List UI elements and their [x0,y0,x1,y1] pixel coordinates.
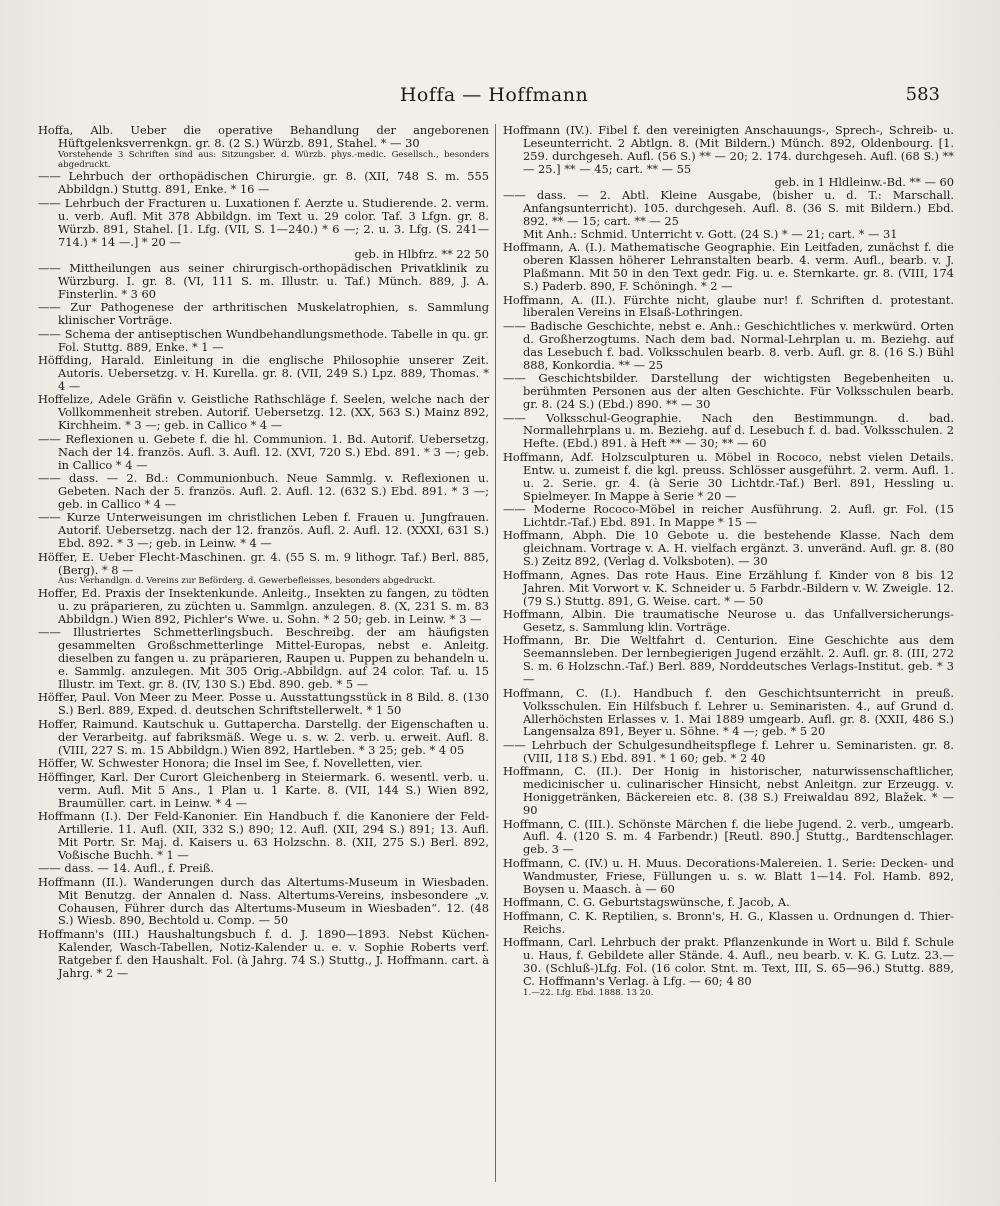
entry-price-line: geb. in 1 Hldleinw.-Bd. ** — 60 [774,174,954,189]
entry-text: Höffinger, Karl. Der Curort Gleichenberg in Steiermark. 6. wesentl. verb. u. verm. Aufl. Mit 5 Ans., 1 Plan u. 1 Karte. 8. (VII, 144 S.) Wien 892, Braumüller. cart. in Leinw. * 4 — [38,769,489,810]
bibliography-entry [38,511,489,550]
entry-text: Hoffmann, Albin. Die traumatische Neurose u. das Unfallversicherungs-Gesetz, s. Sammlung klin. Vorträge. [503,607,954,634]
bibliography-entry [503,124,954,189]
entry-text: —— Lehrbuch der Fracturen u. Luxationen f. Aerzte u. Studierende. 2. verm. u. verb. Aufl. Mit 378 Abbildgn. im Text u. 29 color. Taf. 3 Lfgn. gr. 8. Würzb. 891, Stahel. [1. Lfg. (VII, S. 1—240.) * 6 —; 2. u. 3. Lfg. (S. 241—714.) * 14 —.] * 20 — [38,195,489,249]
bibliography-entry [38,472,489,511]
left-column [38,124,496,1182]
page-header [48,84,940,118]
entry-text: Hoffmann, Carl. Lehrbuch der prakt. Pflanzenkunde in Wort u. Bild f. Schule u. Haus, f. Gebildete aller Stände. 4. Aufl., neu bearb. v. K. G. Lutz. 23.—30. (Schluß-)Lfg. Fol. (16 color. Stnt. m. Text, III, S. 65—96.) Stuttg. 889, C. Hoffmann's Verlag. à Lfg. — 60; 4 80 [503,935,954,988]
entry-text: Hoffmann, Adf. Holzsculpturen u. Möbel in Rococo, nebst vielen Details. Entw. u. zumeist f. die kgl. preuss. Schlösser ausgeführt. 2. verm. Aufl. 1. u. 2. Serie. gr. 4. (à Serie 30 Lichtdr.-Taf.) Berl. 891, Hessling u. Spielmeyer. In Mappe à Serie * 20 — [503,449,954,503]
bibliography-entry [38,551,489,587]
entry-text: Hoffelize, Adele Gräfin v. Geistliche Rathschläge f. Seelen, welche nach der Vollkommenheit streben. Autorif. Uebersetzg. 12. (XX, 563 S.) Mainz 892, Kirchheim. * 3 —; geb. in Callico * 4 — [38,392,489,433]
entry-text: Hoffmann, C. G. Geburtstagswünsche, f. Jacob, A. [503,895,790,910]
bibliography-entry [503,765,954,817]
bibliography-entry [503,687,954,739]
bibliography-entry [503,412,954,451]
entry-text: —— Kurze Unterweisungen im christlichen Leben f. Frauen u. Jungfrauen. Autorif. Uebersetzg. nach der 12. französ. Aufl. 2. Aufl. 12. (XXXI, 631 S.) Ebd. 892. * 3 —; geb. in Leinw. * 4 — [38,510,489,551]
entry-text: Höffding, Harald. Einleitung in die englische Philosophie unserer Zeit. Autoris. Uebersetzg. v. H. Kurella. gr. 8. (VII, 249 S.) Lpz. 889, Thomas. * 4 — [38,353,489,393]
entry-text: Hoffmann, C. (II.). Der Honig in historischer, naturwissenschaftlicher, medicinischer u. culinarischer Hinsicht, nebst Anleitgn. zur Erzeugg. v. Honiggetränken, Bäckereien etc. 8. (38 S.) Freiwaldau 892, Blažek. * — 90 [503,764,954,818]
entry-text: —— Moderne Rococo-Möbel in reicher Ausführung. 2. Aufl. gr. Fol. (15 Lichtdr.-Taf.) Ebd. 891. In Mappe * 15 — [503,502,954,529]
entry-text: Hoffmann, Abph. Die 10 Gebote u. die bestehende Klasse. Nach dem gleichnam. Vortrage v. A. H. vielfach ergänzt. 3. unveränd. Aufl. gr. 8. (80 S.) Zeitz 892, (Verlag d. Volksboten). — 30 [503,528,954,569]
bibliography-entry [503,634,954,686]
right-column [496,124,954,1182]
entry-text: Hoffmann, A. (I.). Mathematische Geographie. Ein Leitfaden, zunächst f. die oberen Klassen höherer Lehranstalten bearb. 4. verm. Aufl., bearb. v. J. Plaßmann. Mit 50 in den Text gedr. Fig. u. e. Sternkarte. gr. 8. (VIII, 174 S.) Paderb. 890, F. Schöningh. * 2 — [503,240,954,294]
entry-price-line: geb. in Hlbfrz. ** 22 50 [354,247,489,262]
bibliography-entry [38,876,489,928]
entry-text: —— Mittheilungen aus seiner chirurgisch-orthopädischen Privatklinik zu Würzburg. I. gr. 8. (VI, 111 S. m. Illustr. u. Taf.) Münch. 889, J. A. Finsterlin. * 3 60 [38,260,489,301]
bibliography-entry [503,910,954,936]
bibliography-entry [38,771,489,810]
entry-text: —— Reflexionen u. Gebete f. die hl. Communion. 1. Bd. Autorif. Uebersetzg. Nach der 14. französ. Aufl. 3. Aufl. 12. (XVI, 720 S.) Ebd. 891. * 3 —; geb. in Callico * 4 — [38,431,489,472]
bibliography-entry [503,451,954,503]
bibliography-entry [503,818,954,857]
bibliography-entry [38,626,489,691]
entry-text: Hoffer, Ed. Praxis der Insektenkunde. Anleitg., Insekten zu fangen, zu tödten u. zu präparieren, zu züchten u. Sammlgn. anzulegen. 8. (X, 231 S. m. 83 Abbildgn.) Wien 892, Pichler's Wwe. u. Sohn. * 2 50; geb. in Leinw. * 3 — [38,586,489,626]
entry-text: Hoffmann, A. (II.). Fürchte nicht, glaube nur! f. Schriften d. protestant. liberalen Vereins in Elsaß-Lothringen. [503,292,954,320]
bibliography-entry [503,372,954,411]
bibliography-entry [38,170,489,196]
bibliography-entry [503,320,954,372]
bibliography-entry [38,718,489,757]
bibliography-entry [503,739,954,765]
entry-text: Hoffmann, C. K. Reptilien, s. Bronn's, H. G., Klassen u. Ordnungen d. Thier-Reichs. [503,908,954,936]
entry-text: —— Schema der antiseptischen Wundbehandlungsmethode. Tabelle in qu. gr. Fol. Stuttg. 889, Enke. * 1 — [38,326,489,354]
entry-text: —— dass. — 14. Aufl., f. Preiß. [38,861,214,876]
entry-text: Hoffmann's (III.) Haushaltungsbuch f. d. J. 1890—1893. Nebst Küchen-Kalender, Wasch-Tabellen, Notiz-Kalender u. e. v. Sophie Roberts verf. Ratgeber f. den Haushalt. Fol. (à Jahrg. 74 S.) Stuttg., J. Hoffmann. cart. à Jahrg. * 2 — [38,926,489,980]
entry-text: —— dass. — 2. Abtl. Kleine Ausgabe, (bisher u. d. T.: Marschall. Anfangsunterricht). 105. durchgeseh. Aufl. 8. (36 S. mit Bildern.) Ebd. 892. ** — 15; cart. ** — 25 [503,188,954,228]
bibliography-entry [503,294,954,320]
bibliography-entry [38,587,489,626]
bibliography-entry [38,124,489,170]
bibliography-entry [38,757,489,770]
entry-note: 1.—22. Lfg. Ebd. 1888. 13 20. [523,987,654,998]
bibliography-entry [503,189,954,241]
bibliography-entry [38,197,489,262]
bibliography-entry [38,393,489,432]
bibliography-entry [503,857,954,896]
entry-text: Hoffmann, Br. Die Weltfahrt d. Centurion. Eine Geschichte aus dem Seemannsleben. Der lernbegierigen Jugend erzählt. 2. Aufl. gr. 8. (III, 272 S. m. 6 Holzschn.-Taf.) Berl. 889, Norddeutsches Verlags-Institut. geb. * 3 — [503,633,954,687]
entry-text: Hoffmann (I.). Der Feld-Kanonier. Ein Handbuch f. die Kanoniere der Feld-Artillerie. 11. Aufl. (XII, 332 S.) 890; 12. Aufl. (XII, 294 S.) 891; 13. Aufl. Mit Portr. Sr. Maj. d. Kaisers u. 63 Holzschn. 8. (XII, 275 S.) Berl. 892, Voßische Buchh. * 1 — [38,809,489,862]
entry-continuation: Mit Anh.: Schmid. Unterricht v. Gott. (24 S.) * — 21; cart. * — 31 [523,226,898,241]
bibliography-entry [503,936,954,998]
entry-text: Höffer, Paul. Von Meer zu Meer. Posse u. Ausstattungsstück in 8 Bild. 8. (130 S.) Berl. 889, Exped. d. deutschen Schriftstellerwelt. * 1 50 [38,690,489,718]
bibliography-entry [38,691,489,717]
entry-text: Hoffmann, C. (IV.) u. H. Muus. Decorations-Malereien. 1. Serie: Decken- und Wandmuster, Friese, Füllungen u. s. w. Blatt 1—14. Fol. Hamb. 892, Boysen u. Maasch. à — 60 [503,855,954,896]
entry-text: Hoffa, Alb. Ueber die operative Behandlung der angeborenen Hüftgelenksverrenkgn. gr. 8. (2 S.) Würzb. 891, Stahel. * — 30 [38,124,489,150]
entry-text: Hoffer, Raimund. Kautschuk u. Guttapercha. Darstellg. der Eigenschaften u. der Verarbeitg. auf fabriksmäß. Wege u. s. w. 2. verb. u. erweit. Aufl. 8. (VIII, 227 S. m. 15 Abbildgn.) Wien 892, Hartleben. * 3 25; geb. * 4 05 [38,716,489,757]
entry-text: —— dass. — 2. Bd.: Communionbuch. Neue Sammlg. v. Reflexionen u. Gebeten. Nach der 5. französ. Aufl. 2. Aufl. 12. (632 S.) Ebd. 891. * 3 —; geb. in Callico * 4 — [38,471,489,511]
entry-text: —— Zur Pathogenese der arthritischen Muskelatrophien, s. Sammlung klinischer Vorträge. [38,300,489,328]
bibliography-entry [38,928,489,980]
bibliography-entry [503,503,954,529]
entry-text: —— Geschichtsbilder. Darstellung der wichtigsten Begebenheiten u. berühmten Personen aus der alten Geschichte. Für Volksschulen bearb. gr. 8. (24 S.) (Ebd.) 890. ** — 30 [503,371,954,411]
entry-text: —— Lehrbuch der orthopädischen Chirurgie. gr. 8. (XII, 748 S. m. 555 Abbildgn.) Stuttg. 891, Enke. * 16 — [38,169,489,197]
entry-text: Hoffmann, C. (I.). Handbuch f. den Geschichtsunterricht in preuß. Volksschulen. Ein Hilfsbuch f. Lehrer u. Seminaristen. 4., auf Grund d. Allerhöchsten Erlasses v. 1. Mai 1889 umgearb. Aufl. gr. 8. (XXII, 486 S.) Langensalza 891, Beyer u. Söhne. * 4 —; geb. * 5 20 [503,685,954,739]
entry-text: Hoffmann, Agnes. Das rote Haus. Eine Erzählung f. Kinder von 8 bis 12 Jahren. Mit Vorwort v. K. Schneider u. 5 Farbdr.-Bildern v. W. Zweigle. 12. (79 S.) Stuttg. 891, G. Weise. cart. * — 50 [503,567,954,608]
bibliography-entry [503,608,954,634]
running-title: Hoffa — Hoffmann [399,84,589,106]
bibliography-entry [503,529,954,568]
entry-note: Vorstehende 3 Schriften sind aus: Sitzungsber. d. Würzb. phys.-medic. Gesellsch., besonders abgedruckt. [58,149,489,170]
entry-text: —— Volksschul-Geographie. Nach den Bestimmungn. d. bad. Normallehrplans u. m. Beziehg. auf d. Lesebuch f. d. bad. Volksschulen. 2 Hefte. (Ebd.) 891. à Heft ** — 30; ** — 60 [503,410,954,451]
entry-text: —— Lehrbuch der Schulgesundheitspflege f. Lehrer u. Seminaristen. gr. 8. (VIII, 118 S.) Ebd. 891. * 1 60; geb. * 2 40 [503,737,954,765]
entry-note: Aus: Verhandlgn. d. Vereins zur Beförderg. d. Gewerbefleisses, besonders abgedruckt. [58,576,436,587]
entry-text: —— Badische Geschichte, nebst e. Anh.: Geschichtliches v. merkwürd. Orten d. Großherzogtums. Nach dem bad. Normal-Lehrplan u. m. Beziehg. auf das Lesebuch f. bad. Volksschulen bearb. 8. verb. Aufl. gr. 8. (16 S.) Bühl 888, Konkordia. ** — 25 [503,318,954,372]
entry-text: Hoffmann (II.). Wanderungen durch das Altertums-Museum in Wiesbaden. Mit Benutzg. der Annalen d. Nass. Altertums-Vereins, insbesondere „v. Cohausen, Führer durch das Altertums-Museum in Wiesbaden“. 12. (48 S.) Wiesb. 890, Bechtold u. Comp. — 50 [38,874,489,928]
bibliography-entry [38,433,489,472]
bibliography-entry [38,810,489,862]
bibliography-entry [503,241,954,293]
bibliography-entry [38,862,489,875]
entry-text: Hoffmann, C. (III.). Schönste Märchen f. die liebe Jugend. 2. verb., umgearb. Aufl. 4. (120 S. m. 4 Farbendr.) [Reutl. 890.] Stuttg., Bardtenschlager. geb. 3 — [503,816,954,857]
bibliography-entry [38,328,489,354]
bibliography-entry [38,301,489,327]
entry-text: Hoffmann (IV.). Fibel f. den vereinigten Anschauungs-, Sprech-, Schreib- u. Leseunterricht. 2 Abtlgn. 8. (Mit Bildern.) Münch. 892, Oldenbourg. [1. 259. durchgeseh. Aufl. (56 S.) ** — 20; 2. 174. durchgeseh. Aufl. (68 S.) ** — 25.] ** — 45; cart. ** — 55 [503,124,954,176]
entry-text: Höffer, W. Schwester Honora; die Insel im See, f. Novelletten, vier. [38,756,423,771]
entry-text: —— Illustriertes Schmetterlingsbuch. Beschreibg. der am häufigsten gesammelten Großschmetterlinge Mittel-Europas, nebst e. Anleitg. dieselben zu fangen u. zu präparieren, Raupen u. Puppen zu behandeln u. e. Sammlg. anzulegen. Mit 305 Orig.-Abbildgn. auf 24 color. Taf. u. 15 Illustr. im Text. gr. 8. (IV, 130 S.) Ebd. 890. geb. * 5 — [38,625,489,691]
two-column-body [38,124,954,1182]
bibliography-entry [38,262,489,301]
page-number: 583 [905,84,940,105]
bibliography-entry [38,354,489,393]
bibliography-entry [503,896,954,909]
entry-text: Höffer, E. Ueber Flecht-Maschinen. gr. 4. (55 S. m. 9 lithogr. Taf.) Berl. 885, (Berg). * 8 — [38,549,489,577]
bibliography-entry [503,569,954,608]
